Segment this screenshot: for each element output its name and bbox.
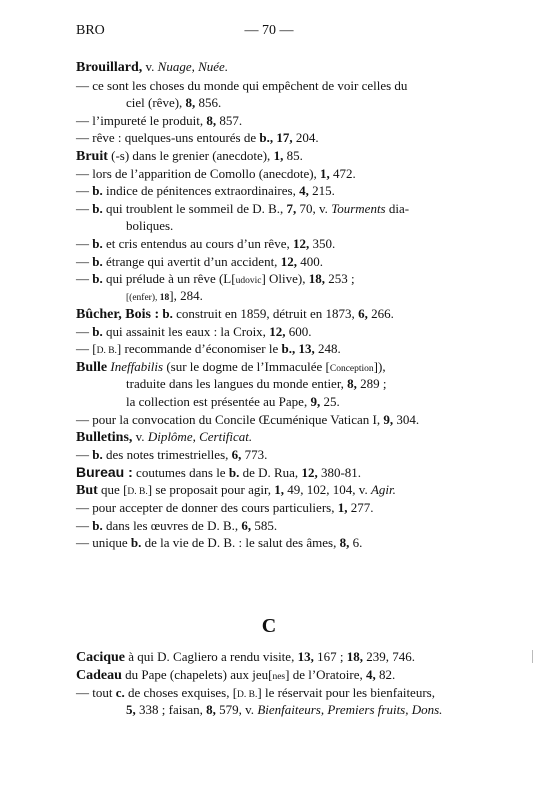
page-number: — 70 — xyxy=(244,23,294,38)
index-text-run: traduite dans les langues du monde entier, xyxy=(126,376,348,391)
index-text-run: — l’impureté le produit, xyxy=(76,113,207,128)
index-text-run: b., xyxy=(259,130,274,145)
index-text-run: ] recommande d’économiser le xyxy=(116,341,282,356)
index-text-run: 6, xyxy=(358,306,368,321)
index-line xyxy=(76,666,395,683)
index-text-run: — ce sont les choses du monde qui empêchent de voir celles du xyxy=(76,78,408,93)
index-text-run: 248. xyxy=(314,341,341,356)
index-text-run: b. xyxy=(92,201,103,216)
index-text-run: b. xyxy=(92,271,103,286)
index-text-run: boliques. xyxy=(126,218,174,233)
index-text-run: 12, xyxy=(269,324,286,339)
index-text-run: Cacique xyxy=(76,650,125,665)
index-text-run: But xyxy=(76,483,98,498)
index-text-run: que [ xyxy=(97,482,128,497)
index-text-run: 585. xyxy=(251,518,278,533)
index-text-run: coutumes dans le xyxy=(132,465,229,480)
index-line xyxy=(76,129,319,146)
index-text-run: b. xyxy=(162,306,173,321)
margin-mark xyxy=(532,650,533,663)
index-line xyxy=(76,112,242,129)
index-text-run: — pour la convocation du Concile Œcuménique Vatican I, xyxy=(76,412,384,427)
index-text-run: Cadeau xyxy=(76,668,122,683)
index-text-run: qui assainit les eaux : la Croix, xyxy=(102,324,270,339)
index-text-run: Tourments xyxy=(331,201,386,216)
index-text-run: 579, v. xyxy=(215,702,258,717)
index-text-run: 472. xyxy=(329,166,356,181)
index-text-run: Bulle xyxy=(76,360,108,375)
index-text-run: c. xyxy=(115,685,125,700)
index-text-run: 277. xyxy=(347,500,374,515)
index-text-run: dans les œuvres de D. B., xyxy=(102,518,242,533)
index-text-run: b. xyxy=(92,236,103,251)
index-line xyxy=(126,393,340,410)
index-text-run: Bulletins, xyxy=(76,430,133,445)
index-text-run: 338 ; faisan, xyxy=(135,702,207,717)
index-text-run: 773. xyxy=(241,447,268,462)
index-text-run: 8, xyxy=(339,535,350,550)
index-text-run: nes xyxy=(272,672,286,682)
index-line xyxy=(76,340,341,357)
index-text-run: Agir. xyxy=(370,482,396,497)
index-text-run: 70, v. xyxy=(296,201,332,216)
index-text-run: 857. xyxy=(216,113,243,128)
index-text-run: du Pape (chapelets) aux jeu[ xyxy=(121,667,273,682)
index-line xyxy=(126,375,387,392)
index-text-run: 17, xyxy=(276,130,293,145)
index-text-run: 18 xyxy=(159,293,170,303)
index-text-run: 85. xyxy=(283,148,303,163)
index-text-run: D. B. xyxy=(127,487,148,497)
index-text-run: 8, xyxy=(206,113,217,128)
index-text-run: — xyxy=(76,201,93,216)
index-text-run: — xyxy=(76,271,93,286)
index-text-run: 13, xyxy=(298,341,315,356)
index-text-run: 380-81. xyxy=(317,465,362,480)
index-text-run: 239, 746. xyxy=(362,649,415,664)
index-line xyxy=(76,182,335,199)
index-text-run: b. xyxy=(92,183,103,198)
index-text-run: 13, xyxy=(297,649,314,664)
index-text-run: 167 ; xyxy=(313,649,347,664)
index-line xyxy=(126,701,442,718)
index-text-run: ] de l’Oratoire, xyxy=(285,667,366,682)
index-text-run: 304. xyxy=(393,412,420,427)
index-text-run: 1, xyxy=(274,482,285,497)
index-text-run: Brouillard, xyxy=(76,60,143,75)
index-text-run: Bienfaiteurs, Premiers fruits, Dons. xyxy=(257,702,443,717)
index-text-run: Conception xyxy=(329,364,374,374)
index-text-run: étrange qui avertit d’un accident, xyxy=(102,254,281,269)
index-text-run: construit en 1859, détruit en 1873, xyxy=(172,306,359,321)
index-text-run: — unique xyxy=(76,535,131,550)
index-text-run: 289 ; xyxy=(356,376,387,391)
index-text-run: 6, xyxy=(241,518,252,533)
index-text-run: 49, 102, 104, v. xyxy=(284,482,371,497)
index-text-run: (sur le dogme de l’Immaculée [ xyxy=(163,359,330,374)
index-line xyxy=(76,499,373,516)
index-text-run: 1, xyxy=(337,500,348,515)
index-text-run: b. xyxy=(228,465,240,480)
index-line xyxy=(76,517,277,534)
index-text-run: Bureau : xyxy=(76,464,133,480)
index-text-run: ] Olive), xyxy=(261,271,309,286)
index-text-run: — lors de l’apparition de Comollo (anecdote), xyxy=(76,166,321,181)
running-head: BRO xyxy=(76,23,105,38)
index-text-run: 8, xyxy=(185,95,196,110)
index-text-run: 5, xyxy=(126,702,136,717)
index-text-run: v. xyxy=(142,59,158,74)
index-text-run: 856. xyxy=(195,95,222,110)
index-text-run: ] le réservait pour les bienfaiteurs, xyxy=(257,685,435,700)
index-text-run: D. B. xyxy=(96,346,117,356)
index-text-run: 12, xyxy=(301,465,318,480)
index-text-run: 1, xyxy=(273,148,284,163)
index-line xyxy=(76,358,386,375)
index-text-run: (enfer), xyxy=(129,293,160,303)
index-line xyxy=(76,411,419,428)
index-text-run: 12, xyxy=(292,236,310,251)
index-text-run: Bûcher, Bois : xyxy=(76,307,160,322)
index-line xyxy=(126,217,173,234)
index-text-run: Nuage, Nuée. xyxy=(157,59,229,74)
index-text-run: ]), xyxy=(373,359,386,374)
index-text-run: b. xyxy=(92,518,103,533)
index-text-run: 400. xyxy=(296,254,323,269)
index-text-run: b. xyxy=(130,535,142,550)
index-text-run: 18, xyxy=(308,271,325,286)
index-text-run: la collection est présentée au Pape, xyxy=(126,394,311,409)
index-text-run: — xyxy=(76,254,93,269)
index-line xyxy=(76,200,409,217)
index-line xyxy=(76,253,323,270)
index-text-run: 82. xyxy=(375,667,396,682)
index-line xyxy=(76,58,228,75)
index-text-run: de la vie de D. B. : le salut des âmes, xyxy=(141,535,340,550)
index-text-run: udovic xyxy=(235,276,262,286)
index-text-run: 9, xyxy=(383,412,394,427)
index-line xyxy=(126,94,221,111)
index-line xyxy=(76,464,361,481)
index-text-run: 4, xyxy=(299,183,309,198)
index-text-run: (-s) dans le grenier (anecdote), xyxy=(107,148,274,163)
index-text-run: qui troublent le sommeil de D. B., xyxy=(102,201,287,216)
index-text-run: 8, xyxy=(206,702,216,717)
index-text-run: de D. Rua, xyxy=(239,465,302,480)
index-line xyxy=(76,446,267,463)
index-text-run: 600. xyxy=(285,324,312,339)
index-text-run: ciel (rêve), xyxy=(126,95,186,110)
index-line xyxy=(76,481,396,498)
index-text-run: b., xyxy=(281,341,296,356)
index-text-run: — xyxy=(76,324,93,339)
index-text-run: ], 284. xyxy=(169,288,203,303)
index-text-run: indice de pénitences extraordinaires, xyxy=(102,183,300,198)
index-text-run: Ineffabilis xyxy=(110,359,164,374)
index-text-run: — xyxy=(76,447,93,462)
index-text-run: dia- xyxy=(385,201,410,216)
index-line xyxy=(76,305,394,322)
index-text-run: de choses exquises, [ xyxy=(124,685,238,700)
index-text-run: 215. xyxy=(308,183,335,198)
index-text-run: — xyxy=(76,236,93,251)
index-text-run: D. B. xyxy=(237,690,258,700)
index-text-run: v. xyxy=(132,429,148,444)
index-text-run: — [ xyxy=(76,341,97,356)
index-text-run: — xyxy=(76,183,93,198)
index-text-run: [ xyxy=(126,293,130,303)
index-text-run: 12, xyxy=(280,254,297,269)
index-text-run: 204. xyxy=(292,130,319,145)
index-text-run: — rêve : quelques-uns entourés de xyxy=(76,130,260,145)
index-text-run: 7, xyxy=(286,201,297,216)
index-text-run: 8, xyxy=(347,376,357,391)
index-text-run: des notes trimestrielles, xyxy=(102,447,232,462)
index-line xyxy=(76,428,252,445)
index-text-run: b. xyxy=(92,447,103,462)
index-line xyxy=(76,323,311,340)
index-text-run: 6. xyxy=(349,535,363,550)
index-line xyxy=(76,684,435,701)
index-line xyxy=(76,147,303,164)
index-text-run: — pour accepter de donner des cours particuliers, xyxy=(76,500,338,515)
index-text-run: qui prélude à un rêve (L[ xyxy=(102,271,236,286)
index-text-run: 266. xyxy=(367,306,394,321)
index-text-run: b. xyxy=(92,324,103,339)
index-text-run: à qui D. Cagliero a rendu visite, xyxy=(125,649,298,664)
index-text-run: Diplôme, Certificat. xyxy=(147,429,253,444)
index-text-run: 6, xyxy=(231,447,242,462)
index-text-run: 25. xyxy=(320,394,340,409)
index-text-run: — tout xyxy=(76,685,116,700)
index-text-run: 350. xyxy=(309,236,336,251)
index-text-run: b. xyxy=(92,254,103,269)
index-line xyxy=(76,235,335,252)
index-line xyxy=(76,270,355,287)
index-text-run: ] se proposait pour agir, xyxy=(147,482,275,497)
index-text-run: Bruit xyxy=(76,149,108,164)
index-line xyxy=(126,287,203,304)
index-text-run: 9, xyxy=(310,394,321,409)
index-text-run: 18, xyxy=(346,649,363,664)
index-text-run: 4, xyxy=(365,667,376,682)
index-line xyxy=(76,77,407,94)
index-line xyxy=(76,534,362,551)
index-line xyxy=(76,648,415,665)
index-text-run: — xyxy=(76,518,93,533)
index-text-run: et cris entendus au cours d’un rêve, xyxy=(102,236,293,251)
section-letter: C xyxy=(261,615,277,637)
index-text-run: 1, xyxy=(320,166,330,181)
index-line xyxy=(76,165,356,182)
index-text-run: 253 ; xyxy=(324,271,355,286)
